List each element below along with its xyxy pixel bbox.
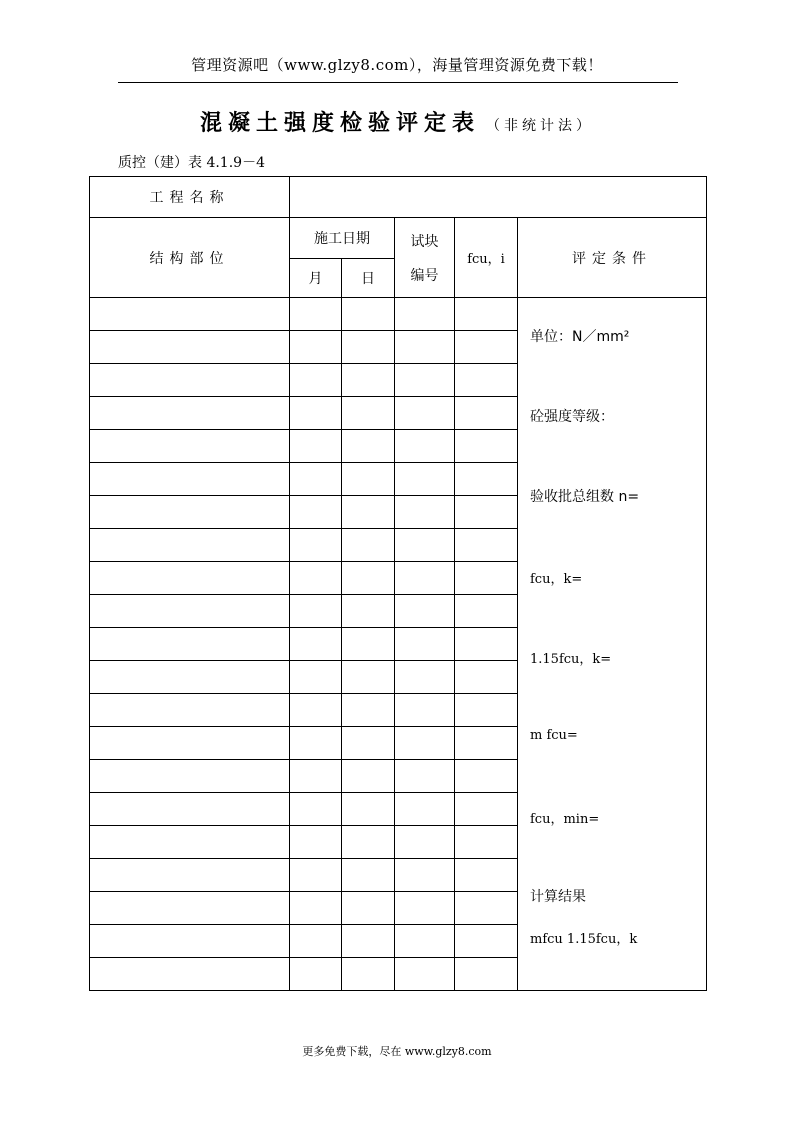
criteria-header: 评定条件 xyxy=(518,218,707,298)
day-cell[interactable] xyxy=(342,958,395,991)
header-divider xyxy=(118,82,678,83)
month-cell[interactable] xyxy=(290,298,342,331)
fcu-i-cell[interactable] xyxy=(455,430,518,463)
structure-cell[interactable] xyxy=(90,628,290,661)
criteria-cell xyxy=(518,298,707,991)
form-code: 质控（建）表 4.1.9－4 xyxy=(118,155,265,171)
criteria-m-fcu: m fcu= xyxy=(530,728,578,743)
day-cell[interactable] xyxy=(342,430,395,463)
sample-number-cell[interactable] xyxy=(395,859,455,892)
fcu-i-cell[interactable] xyxy=(455,760,518,793)
structure-cell[interactable] xyxy=(90,727,290,760)
day-cell[interactable] xyxy=(342,793,395,826)
day-cell[interactable] xyxy=(342,727,395,760)
fcu-i-cell[interactable] xyxy=(455,595,518,628)
sample-number-cell[interactable] xyxy=(395,430,455,463)
fcu-i-cell[interactable] xyxy=(455,661,518,694)
fcu-i-cell[interactable] xyxy=(455,694,518,727)
structure-cell[interactable] xyxy=(90,463,290,496)
form-title-main: 混凝土强度检验评定表 xyxy=(199,111,480,136)
month-cell[interactable] xyxy=(290,958,342,991)
sample-number-cell[interactable] xyxy=(395,595,455,628)
fcu-i-cell[interactable] xyxy=(455,826,518,859)
structure-cell[interactable] xyxy=(90,661,290,694)
day-cell[interactable] xyxy=(342,562,395,595)
fcu-i-cell[interactable] xyxy=(455,958,518,991)
site-header: 管理资源吧（www.glzy8.com），海量管理资源免费下载！ xyxy=(191,56,603,74)
criteria-grade: 砼强度等级： xyxy=(530,409,614,425)
day-cell[interactable] xyxy=(342,397,395,430)
day-cell[interactable] xyxy=(342,760,395,793)
month-label: 月 xyxy=(290,259,342,298)
date-group-label: 施工日期 xyxy=(290,218,395,259)
sample-number-cell[interactable] xyxy=(395,331,455,364)
structure-label: 结构部位 xyxy=(90,218,290,298)
structure-cell[interactable] xyxy=(90,925,290,958)
sample-number-cell[interactable] xyxy=(395,562,455,595)
month-cell[interactable] xyxy=(290,430,342,463)
sample-number-cell[interactable] xyxy=(395,364,455,397)
sample-number-cell[interactable] xyxy=(395,826,455,859)
sample-label-top: 试块 xyxy=(410,233,439,250)
criteria-fcu-k: fcu，k= xyxy=(530,572,583,587)
structure-cell[interactable] xyxy=(90,430,290,463)
sample-number-cell[interactable] xyxy=(395,793,455,826)
day-cell[interactable] xyxy=(342,892,395,925)
structure-cell[interactable] xyxy=(90,364,290,397)
month-cell[interactable] xyxy=(290,628,342,661)
header-row-1 xyxy=(90,218,707,259)
fcu-i-cell[interactable] xyxy=(455,463,518,496)
sample-number-cell[interactable] xyxy=(395,694,455,727)
fcu-i-cell[interactable] xyxy=(455,628,518,661)
month-cell[interactable] xyxy=(290,661,342,694)
structure-cell[interactable] xyxy=(90,694,290,727)
structure-cell[interactable] xyxy=(90,331,290,364)
day-cell[interactable] xyxy=(342,331,395,364)
day-cell[interactable] xyxy=(342,529,395,562)
month-cell[interactable] xyxy=(290,463,342,496)
day-cell[interactable] xyxy=(342,628,395,661)
day-cell[interactable] xyxy=(342,826,395,859)
sample-number-header xyxy=(395,218,455,298)
month-cell[interactable] xyxy=(290,562,342,595)
sample-number-cell[interactable] xyxy=(395,496,455,529)
structure-cell[interactable] xyxy=(90,859,290,892)
month-cell[interactable] xyxy=(290,397,342,430)
month-cell[interactable] xyxy=(290,793,342,826)
project-name-label: 工程名称 xyxy=(90,177,290,218)
month-cell[interactable] xyxy=(290,496,342,529)
day-cell[interactable] xyxy=(342,925,395,958)
month-cell[interactable] xyxy=(290,892,342,925)
fcu-i-cell[interactable] xyxy=(455,892,518,925)
fcu-i-cell[interactable] xyxy=(455,397,518,430)
sample-number-cell[interactable] xyxy=(395,892,455,925)
sample-number-cell[interactable] xyxy=(395,727,455,760)
sample-number-cell[interactable] xyxy=(395,958,455,991)
month-cell[interactable] xyxy=(290,727,342,760)
sample-number-cell[interactable] xyxy=(395,463,455,496)
fcu-i-cell[interactable] xyxy=(455,859,518,892)
structure-cell[interactable] xyxy=(90,496,290,529)
sample-number-cell[interactable] xyxy=(395,298,455,331)
fcu-i-cell[interactable] xyxy=(455,529,518,562)
day-cell[interactable] xyxy=(342,364,395,397)
month-cell[interactable] xyxy=(290,529,342,562)
month-cell[interactable] xyxy=(290,331,342,364)
day-cell[interactable] xyxy=(342,595,395,628)
sample-number-cell[interactable] xyxy=(395,397,455,430)
fcu-i-cell[interactable] xyxy=(455,496,518,529)
fcu-i-cell[interactable] xyxy=(455,727,518,760)
project-name-value[interactable] xyxy=(290,177,707,218)
fcu-i-cell[interactable] xyxy=(455,793,518,826)
structure-cell[interactable] xyxy=(90,826,290,859)
day-cell[interactable] xyxy=(342,496,395,529)
project-name-row xyxy=(90,177,707,218)
month-cell[interactable] xyxy=(290,364,342,397)
structure-cell[interactable] xyxy=(90,529,290,562)
sample-label-bottom: 编号 xyxy=(410,267,439,284)
day-cell[interactable] xyxy=(342,463,395,496)
day-cell[interactable] xyxy=(342,859,395,892)
structure-cell[interactable] xyxy=(90,793,290,826)
form-title xyxy=(0,106,794,137)
structure-cell[interactable] xyxy=(90,397,290,430)
sample-number-cell[interactable] xyxy=(395,760,455,793)
inspection-table xyxy=(89,176,707,991)
criteria-fcu-k-115: 1.15fcu，k= xyxy=(530,652,612,667)
fcu-i-cell[interactable] xyxy=(455,562,518,595)
criteria-result-formula: mfcu 1.15fcu，k xyxy=(530,932,638,947)
day-cell[interactable] xyxy=(342,694,395,727)
month-cell[interactable] xyxy=(290,859,342,892)
sample-number-cell[interactable] xyxy=(395,661,455,694)
criteria-list xyxy=(524,298,706,986)
fcu-i-cell[interactable] xyxy=(455,364,518,397)
structure-cell[interactable] xyxy=(90,958,290,991)
criteria-unit: 单位：N／mm² xyxy=(530,329,630,345)
structure-cell[interactable] xyxy=(90,892,290,925)
month-cell[interactable] xyxy=(290,760,342,793)
structure-cell[interactable] xyxy=(90,595,290,628)
day-cell[interactable] xyxy=(342,298,395,331)
month-cell[interactable] xyxy=(290,595,342,628)
sample-number-cell[interactable] xyxy=(395,529,455,562)
sample-number-cell[interactable] xyxy=(395,925,455,958)
criteria-result-label: 计算结果 xyxy=(530,889,586,905)
structure-cell[interactable] xyxy=(90,760,290,793)
criteria-total-groups: 验收批总组数 n= xyxy=(530,489,640,505)
fcu-i-cell[interactable] xyxy=(455,925,518,958)
month-cell[interactable] xyxy=(290,694,342,727)
site-footer: 更多免费下载，尽在 www.glzy8.com xyxy=(302,1045,492,1058)
criteria-fcu-min: fcu，min= xyxy=(530,812,600,827)
structure-cell[interactable] xyxy=(90,562,290,595)
month-cell[interactable] xyxy=(290,826,342,859)
fcu-i-cell[interactable] xyxy=(455,331,518,364)
structure-cell[interactable] xyxy=(90,298,290,331)
day-label: 日 xyxy=(342,259,395,298)
fcu-i-cell[interactable] xyxy=(455,298,518,331)
form-title-sub: （非统计法） xyxy=(486,118,594,134)
month-cell[interactable] xyxy=(290,925,342,958)
day-cell[interactable] xyxy=(342,661,395,694)
fcu-i-header: fcu，i xyxy=(455,218,518,298)
sample-number-cell[interactable] xyxy=(395,628,455,661)
table-row xyxy=(90,298,707,331)
